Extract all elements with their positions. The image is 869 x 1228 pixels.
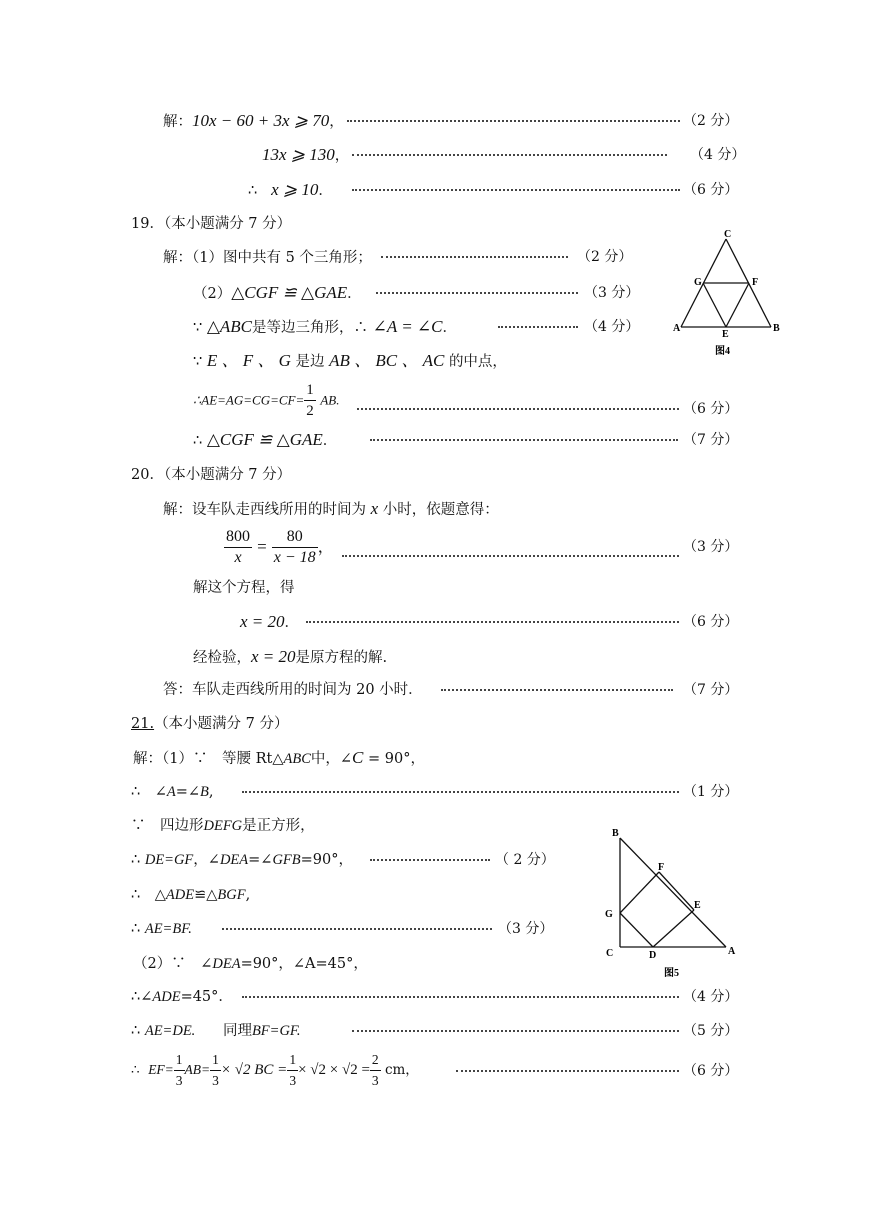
part-label: （2）	[193, 286, 232, 302]
numerator: 1	[210, 1050, 221, 1071]
fraction	[210, 1050, 221, 1091]
math: E 、 F 、 G	[206, 351, 291, 370]
fraction	[304, 380, 316, 421]
text: 是正方形，	[242, 818, 315, 834]
punct: ，	[317, 537, 334, 556]
numerator: 1	[287, 1050, 298, 1071]
vertex-label-E: E	[722, 329, 729, 340]
equals: =	[257, 537, 267, 556]
math: AE=BF.	[144, 921, 192, 937]
punct: ．	[318, 183, 333, 199]
math: × √2 BC =	[220, 1062, 288, 1078]
q21-line-1	[133, 748, 425, 769]
text: =90°，	[300, 852, 353, 868]
denominator: 3	[175, 1073, 183, 1088]
text: （2）∵ ∠	[133, 956, 213, 972]
q20-header: 20．（本小题满分 7 分）	[131, 467, 292, 483]
numerator: 1	[174, 1050, 185, 1071]
dot-leader	[456, 1070, 679, 1072]
dot-leader	[352, 1030, 679, 1032]
q20-line-3: 解这个方程，得	[193, 580, 295, 596]
dot-leader	[242, 996, 679, 998]
math: × √2 × √2 =	[298, 1062, 370, 1078]
math: ∠A = ∠C	[372, 317, 443, 336]
q19-line-3	[193, 317, 457, 338]
vertex-label-B: B	[773, 323, 780, 334]
fraction	[370, 1050, 381, 1091]
punct: ，	[334, 148, 350, 164]
q21-line-5	[131, 885, 250, 905]
vertex-label-A: A	[673, 323, 681, 334]
dot-leader	[306, 621, 679, 623]
vertex-label-C: C	[606, 948, 614, 959]
text: =45°．	[180, 989, 233, 1005]
math: C	[352, 748, 364, 767]
variable: x	[370, 499, 379, 518]
score: （4 分）	[683, 989, 739, 1005]
score: （2 分）	[577, 249, 633, 265]
denominator: 2	[306, 403, 314, 419]
text: （本小题满分 7 分）	[154, 716, 289, 732]
dot-leader	[370, 859, 490, 861]
edge-FE	[659, 872, 694, 910]
edge-DG	[620, 913, 653, 947]
math: △ABC	[206, 317, 253, 336]
q19-line-6	[193, 430, 337, 451]
q21-line-8	[131, 987, 233, 1007]
vertex-label-A: A	[728, 946, 736, 957]
figure-caption: 图4	[715, 346, 730, 357]
dot-leader	[352, 154, 667, 156]
text: =∠	[175, 784, 201, 800]
math: A	[166, 784, 176, 800]
inequality: 10x − 60 + 3x ⩾ 70	[192, 111, 330, 130]
math: DE=GF	[144, 852, 194, 868]
q18-line-2	[262, 145, 349, 166]
text: ∵ 四边形	[131, 818, 204, 834]
score: （ 2 分）	[495, 852, 555, 868]
q19-line-4	[193, 351, 507, 372]
text: cm，	[380, 1062, 419, 1078]
score: （7 分）	[683, 432, 739, 448]
text: =∠	[248, 852, 273, 868]
text: ∴	[131, 1023, 141, 1039]
congruence-statement: △CGF ≌ △GAE	[206, 430, 323, 449]
solution: x = 20	[251, 647, 296, 666]
score: （6 分）	[683, 1063, 739, 1079]
math: B	[200, 784, 209, 800]
dot-leader	[242, 791, 679, 793]
text: ≌△	[194, 887, 218, 903]
score: （3 分）	[584, 285, 640, 301]
punct: ．	[442, 320, 458, 336]
text: = 90°，	[363, 751, 425, 767]
text: 是原方程的解.	[295, 650, 388, 666]
dot-leader	[376, 292, 578, 294]
score: （1 分）	[683, 784, 739, 800]
figure-5-right-triangle	[598, 822, 748, 984]
score: （6 分）	[683, 182, 739, 198]
inequality: x ⩾ 10	[271, 180, 319, 199]
denominator: 3	[289, 1073, 297, 1088]
text: ∴ △	[131, 887, 166, 903]
math: ADE	[165, 887, 195, 903]
q19-line-2	[193, 283, 362, 304]
q20-equation	[224, 527, 334, 568]
denominator: x	[234, 549, 242, 566]
punct: ．	[347, 286, 362, 302]
score: （7 分）	[683, 682, 739, 698]
text: 的中点，	[448, 354, 507, 370]
vertex-label-G: G	[605, 909, 613, 920]
vertex-label-F: F	[658, 862, 665, 873]
q21-line-10	[131, 1050, 419, 1091]
dot-leader	[357, 408, 679, 410]
score: （3 分）	[498, 921, 554, 937]
score: （5 分）	[683, 1023, 739, 1039]
math: ADE	[152, 989, 181, 1005]
math: BGF	[217, 887, 246, 903]
text: 同理	[222, 1023, 252, 1039]
q19-header: 19．（本小题满分 7 分）	[131, 216, 292, 232]
q20-line-5	[193, 647, 387, 668]
text: ∴	[131, 921, 141, 937]
edge-BA	[620, 838, 726, 947]
math: ABC	[283, 751, 311, 767]
numerator: 80	[272, 527, 318, 548]
fraction-80-over-x-minus-18	[272, 527, 318, 568]
vertex-label-C: C	[724, 229, 732, 240]
math: DEA	[212, 956, 241, 972]
text: ，∠	[193, 852, 220, 868]
text: 解：（1）∵ 等腰 Rt△	[133, 751, 284, 767]
math: AB 、 BC 、 AC	[329, 351, 445, 370]
inequality: 13x ⩾ 130	[262, 145, 335, 164]
q18-line-3	[248, 180, 333, 201]
score: （4 分）	[584, 319, 640, 335]
text: ∴	[131, 852, 141, 868]
vertex-label-F: F	[752, 277, 759, 288]
dot-leader	[347, 120, 680, 122]
q20-line-4	[240, 612, 299, 633]
dot-leader	[441, 689, 673, 691]
figure-4-equilateral-triangle	[668, 225, 788, 360]
vertex-label-E: E	[694, 900, 701, 911]
because-symbol: ∵	[193, 354, 203, 370]
text: 解：设车队走西线所用的时间为	[163, 502, 366, 518]
q21-line-7	[133, 954, 368, 974]
math: EF=	[148, 1062, 174, 1077]
dot-leader	[381, 256, 568, 258]
vertex-label-B: B	[612, 828, 619, 839]
edge-GE	[703, 283, 726, 327]
congruence-statement: △CGF ≌ △GAE	[231, 283, 348, 302]
denominator: 3	[371, 1073, 379, 1088]
punct: ．	[284, 615, 300, 631]
therefore-symbol: ∴	[248, 183, 258, 199]
text: ∴∠	[131, 989, 153, 1005]
punct: ．	[322, 433, 338, 449]
math: AE=DE.	[144, 1023, 196, 1039]
edge-FE	[726, 283, 749, 327]
vertex-label-G: G	[694, 277, 702, 288]
text: 是边	[295, 354, 325, 370]
q20-line-1	[163, 499, 499, 520]
question-number: 21.	[131, 716, 155, 732]
numerator: 2	[370, 1050, 381, 1071]
because-symbol: ∵	[193, 320, 203, 336]
solution: x = 20	[240, 612, 285, 631]
q19-line-1: 解：（1）图中共有 5 个三角形；	[163, 250, 372, 266]
q21-line-9	[131, 1021, 301, 1041]
q21-line-2	[131, 782, 214, 802]
denominator: 3	[212, 1073, 219, 1088]
q21-header	[131, 714, 289, 734]
math: DEA	[219, 852, 249, 868]
denominator: x − 18	[273, 549, 316, 566]
text: 经检验，	[193, 650, 251, 666]
q20-answer: 答：车队走西线所用的时间为 20 小时．	[163, 682, 423, 698]
math: AB=	[184, 1062, 211, 1077]
math: ∴AE=AG=CG=CF=	[193, 392, 305, 408]
dot-leader	[342, 555, 679, 557]
score: （6 分）	[683, 401, 739, 417]
text: 是等边三角形，∴	[252, 320, 369, 336]
dot-leader	[370, 439, 678, 441]
dot-leader	[352, 189, 680, 191]
vertex-label-D: D	[649, 950, 657, 961]
dot-leader	[222, 928, 492, 930]
figure-caption: 图5	[664, 968, 679, 979]
text: 小时，依题意得：	[382, 502, 499, 518]
fraction	[174, 1050, 185, 1091]
solution-label: 解：	[163, 114, 192, 130]
score: （6 分）	[683, 614, 739, 630]
text: ∴	[131, 1062, 140, 1078]
text: 中，∠	[310, 751, 353, 767]
score: （4 分）	[690, 147, 746, 163]
math: GFB	[272, 852, 301, 868]
score: （2 分）	[683, 113, 739, 129]
q21-line-3	[131, 816, 315, 836]
q21-line-4	[131, 850, 353, 870]
text: ∴ ∠	[131, 784, 167, 800]
punct: ,	[245, 887, 251, 903]
numerator: 800	[224, 527, 252, 548]
punct: ，	[329, 114, 344, 130]
edge-ED	[653, 910, 694, 947]
q18-line-1	[163, 111, 344, 132]
math: DEFG	[203, 818, 243, 834]
math: AB.	[320, 392, 340, 408]
fraction	[287, 1050, 298, 1091]
text: =90°，∠A=45°，	[240, 956, 368, 972]
q21-line-6	[131, 919, 192, 939]
math: BF=GF.	[251, 1023, 301, 1039]
edge-GF	[620, 872, 659, 913]
dot-leader	[498, 326, 578, 328]
numerator: 1	[304, 380, 316, 401]
score: （3 分）	[683, 539, 739, 555]
q19-line-5	[193, 380, 340, 421]
therefore-symbol: ∴	[193, 433, 203, 449]
punct: ,	[208, 784, 214, 800]
fraction-800-over-x	[224, 527, 252, 568]
